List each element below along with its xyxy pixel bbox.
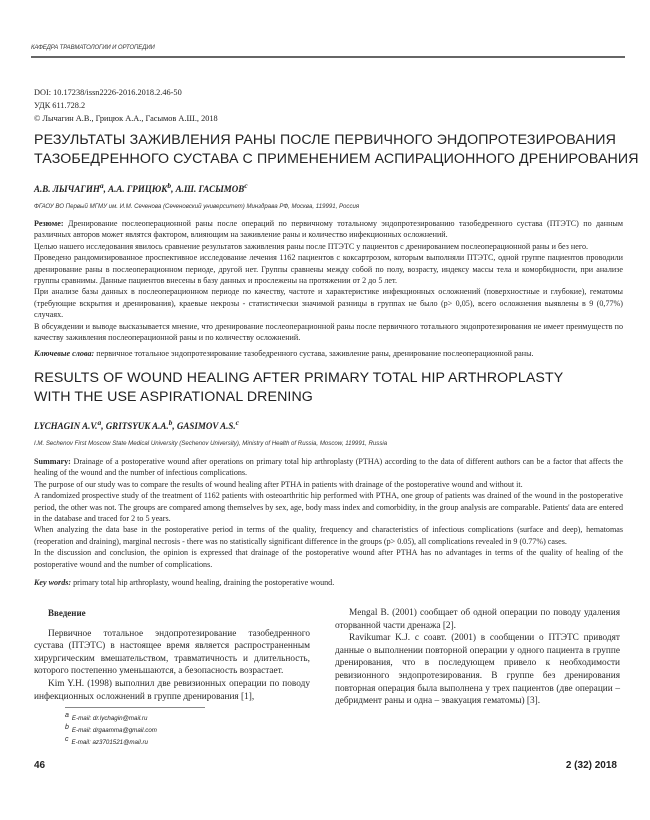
left-column bbox=[34, 607, 310, 703]
footnote-email[interactable]: E-mail: dr.lychagin@mail.ru bbox=[71, 715, 148, 723]
body-paragraph: Mengal B. (2001) сообщает об одной операции по поводу удаления оторванной части дренажа [2]. bbox=[335, 608, 620, 631]
abstract-label: Резюме: bbox=[34, 219, 64, 228]
footnote bbox=[65, 736, 148, 746]
author-sup: a bbox=[99, 181, 104, 190]
header-rule bbox=[31, 56, 625, 58]
footnote bbox=[65, 712, 147, 722]
author: GASIMOV A.S. bbox=[176, 421, 236, 431]
ru-affiliation: ФГАОУ ВО Первый МГМУ им. И.М. Сеченова (Сеченовский университет) Минздрава РФ, Москва, 119991, Россия bbox=[34, 203, 360, 210]
doi[interactable]: DOI: 10.17238/issn2226-2016.2018.2.46-50 bbox=[34, 88, 182, 97]
author-sup: b bbox=[168, 418, 173, 427]
abstract-paragraph: В обсуждении и выводе высказывается мнение, что дренирование послеоперационной раны после первичного тотального эндопротезирования не имеет преимуществ по качеству заживления послеоперационной раны и по количеству осложнений. bbox=[34, 321, 623, 343]
author: LYCHAGIN A.V. bbox=[34, 421, 98, 431]
author-sup: b bbox=[167, 181, 172, 190]
footnote-email[interactable]: E-mail: az3701521@mail.ru bbox=[71, 739, 148, 747]
ru-title-line: ТАЗОБЕДРЕННОГО СУСТАВА С ПРИМЕНЕНИЕМ АСПИРАЦИОННОГО ДРЕНИРОВАНИЯ bbox=[34, 151, 639, 167]
ru-abstract bbox=[34, 218, 623, 343]
section-heading: Введение bbox=[48, 608, 86, 618]
en-title-line: RESULTS OF WOUND HEALING AFTER PRIMARY TOTAL HIP ARTHROPLASTY bbox=[34, 370, 564, 386]
footnote-email[interactable]: E-mail: drgaamma@gmail.com bbox=[71, 727, 157, 735]
issue-number: 2 (32) 2018 bbox=[565, 760, 617, 771]
abstract-paragraph: In the discussion and conclusion, the opinion is expressed that drainage of the postoperative wound after PTHA has no advantages in terms of the quality of healing of the postoperative wound and the number of complications. bbox=[34, 548, 623, 569]
author-sup: a bbox=[97, 418, 102, 427]
keywords-text: primary total hip arthroplasty, wound healing, draining the postoperative wound. bbox=[73, 578, 335, 587]
abstract-paragraph: Drainage of a postoperative wound after operations on primary total hip arthroplasty (PTHA) according to the data of different authors can be a factor that affects the healing of the wound and the number of infectious complications. bbox=[34, 457, 623, 478]
abstract-paragraph: When analyzing the data base in the postoperative period in terms of the quality, frequency and characteristics of infectious complications (surface and deep), hematomas (reoperation and draining), marginal necrosis - there was no statistically significant difference in the groups (p> 0.05), all complications revealed in 9 (0.77%) cases. bbox=[34, 525, 623, 546]
running-head: КАФЕДРА ТРАВМАТОЛОГИИ И ОРТОПЕДИИ bbox=[31, 45, 155, 51]
author: А.В. ЛЫЧАГИН bbox=[34, 184, 100, 194]
page-number: 46 bbox=[34, 760, 46, 771]
en-keywords bbox=[34, 578, 334, 587]
abstract-paragraph: A randomized prospective study of the treatment of 1162 patients with osteoarthritic hip performed with PTHA, one group of patients was drained of the wound in the postoperative period, the other was not. The groups are compared among themselves by sex, age, body mass index and comorbidity, in the group analysis are comparable. Patients' data are entered in the database and traced for 2 to 5 years. bbox=[34, 491, 623, 524]
abstract-label: Summary: bbox=[34, 457, 71, 466]
body-paragraph: Первичное тотальное эндопротезирование тазобедренного сустава (ПТЭТС) в настоящее время является распространенным хирургическим вмешательством, травматичность и длительность, которого постепенно уменьшаются, а безопасность возрастает. bbox=[34, 628, 310, 677]
footnote-sup: a bbox=[65, 712, 69, 719]
ru-keywords bbox=[34, 349, 534, 358]
abstract-paragraph: The purpose of our study was to compare the results of wound healing after PTHA in patients with drainage of the postoperative wound and without it. bbox=[34, 479, 523, 489]
keywords-text: первичное тотальное эндопротезирование тазобедренного сустава, заживление раны, дренирование послеоперационной раны. bbox=[96, 349, 534, 358]
en-affiliation: I.M. Sechenov First Moscow State Medical University (Sechenov University), Ministry of Health of Russia, Moscow, 119991, Russia bbox=[34, 440, 388, 447]
copyright: © Лычагин А.В., Грицюк А.А., Гасымов А.Ш., 2018 bbox=[34, 114, 218, 123]
author: GRITSYUK A.A. bbox=[105, 421, 169, 431]
en-authors: LYCHAGIN A.V.$^a$, GRITSYUK A.A.$^b$, GASIMOV A.S.$^c$ bbox=[34, 418, 239, 431]
keywords-label: Ключевые слова: bbox=[34, 349, 95, 358]
footnote-rule bbox=[65, 707, 205, 708]
author-sup: c bbox=[244, 181, 248, 190]
footnote bbox=[65, 724, 157, 734]
body-paragraph: Kim Y.H. (1998) выполнил две ревизионных операции по поводу инфекционных осложнений в группе дренирования [1], bbox=[34, 678, 310, 702]
abstract-paragraph: Дренирование послеоперационной раны после операций по первичному тотальному эндопротезированию тазобедренного сустава (ПТЭТС) по данным различных авторов может являтся фактором, влияющим на заживление раны и количество инфекционных осложнений. bbox=[34, 219, 623, 240]
author: А.А. ГРИЦЮК bbox=[108, 184, 168, 194]
author-sup: c bbox=[235, 418, 239, 427]
abstract-paragraph: Целью нашего исследования явилось сравнение результатов заживления раны после ПТЭТС у пациентов с дренированием послеоперационной раны и без него. bbox=[34, 241, 589, 251]
en-title bbox=[34, 369, 563, 407]
ru-title-line: РЕЗУЛЬТАТЫ ЗАЖИВЛЕНИЯ РАНЫ ПОСЛЕ ПЕРВИЧНОГО ЭНДОПРОТЕЗИРОВАНИЯ bbox=[34, 132, 616, 148]
en-abstract bbox=[34, 456, 623, 570]
keywords-label: Key words: bbox=[34, 578, 72, 587]
ru-title bbox=[34, 131, 639, 169]
article-meta bbox=[34, 86, 218, 125]
footnote-sup: b bbox=[65, 724, 69, 731]
author: А.Ш. ГАСЫМОВ bbox=[175, 184, 245, 194]
body-paragraph: Ravikumar K.J. с соавт. (2001) в сообщении о ПТЭТС приводят данные о выполнении повторной операции у одного пациента в группе дренирования, что в последующем привело к необходимости ревизионного эндопротезирования. В группе без дренирования повторная операция была выполнена у трех пациентов (две операции – дебридмент раны и одна – эвакуация гематомы) [3]. bbox=[335, 633, 620, 707]
abstract-paragraph: Проведено рандомизированное проспективное исследование лечения 1162 пациентов с коксартрозом, которым выполняли ПТЭТС, одной группе пациентов проводили дренирование раны в послеоперационном периоде, другой нет. Группы сравнены между собой по полу, возрасту, индексу массы тела и коморбидности, при анализе группы сравнимы. Данные пациентов внесены в базу данных и прослежены на протяжении от 2 до 5 лет. bbox=[34, 253, 623, 286]
en-title-line: WITH THE USE ASPIRATIONAL DRENING bbox=[34, 389, 313, 405]
abstract-paragraph: При анализе базы данных в послеоперационном периоде по качеству, частоте и характеристике инфекционных осложнений (поверхностные и глубокие), гематомы (требующие вскрытия и дренирования), краевые некрозы - статистически значимой разницы в группах не было (p> 0,05), всего осложнения выявлены в 9 (0,77%) случаях. bbox=[34, 287, 623, 320]
udk: УДК 611.728.2 bbox=[34, 101, 86, 110]
right-column bbox=[335, 607, 620, 708]
ru-authors: А.В. ЛЫЧАГИН$^a$, А.А. ГРИЦЮК$^b$, А.Ш. ГАСЫМОВ$^c$ bbox=[34, 181, 248, 194]
footnote-sup: c bbox=[65, 736, 69, 743]
